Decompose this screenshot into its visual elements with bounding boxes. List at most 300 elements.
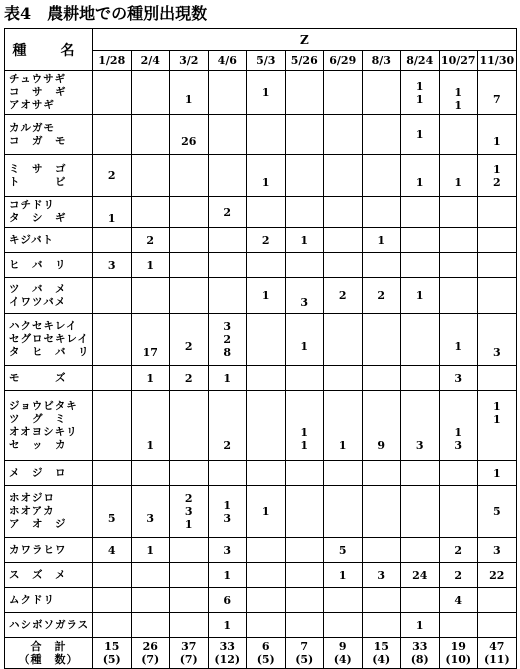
count-cell — [285, 278, 324, 314]
count-cell — [93, 71, 132, 115]
count-value: 1 — [146, 438, 155, 452]
count-value — [440, 413, 478, 426]
date-header: 3/2 — [170, 51, 209, 71]
total-count: 37 — [181, 640, 197, 653]
count-value — [170, 122, 208, 135]
count-cell — [478, 538, 517, 563]
table-row — [5, 366, 517, 391]
count-cell — [401, 155, 440, 197]
total-cell — [362, 638, 401, 669]
species-column-header: 種 名 — [5, 29, 93, 71]
count-cell — [131, 115, 170, 155]
count-cell — [247, 563, 286, 588]
total-count: 15 — [104, 640, 120, 653]
count-cell — [170, 71, 209, 115]
count-cell — [247, 115, 286, 155]
count-value: 2 — [377, 289, 386, 302]
count-value: 3 — [454, 438, 463, 452]
count-value — [363, 400, 401, 413]
count-cell — [478, 563, 517, 588]
count-cell — [170, 253, 209, 278]
count-value: 1 — [454, 339, 463, 353]
count-value: 1 — [492, 399, 501, 413]
count-value: 1 — [338, 568, 347, 582]
count-cell — [131, 253, 170, 278]
count-value: 1 — [107, 212, 116, 225]
count-cell — [362, 155, 401, 197]
count-cell — [439, 613, 478, 638]
total-species-count: (4) — [333, 653, 352, 666]
count-cell — [324, 461, 363, 486]
count-value — [440, 400, 478, 413]
species-names — [5, 228, 93, 253]
count-value — [93, 199, 131, 212]
species-name: ス ズ メ — [9, 568, 67, 581]
count-cell — [401, 391, 440, 461]
total-count: 15 — [373, 640, 389, 653]
total-species-count: (5) — [295, 653, 314, 666]
count-cell — [401, 538, 440, 563]
count-cell — [439, 314, 478, 366]
species-name: カルガモ — [9, 121, 55, 134]
count-value: 1 — [261, 86, 270, 99]
count-cell — [93, 253, 132, 278]
count-cell — [170, 228, 209, 253]
count-cell — [170, 391, 209, 461]
count-cell — [401, 461, 440, 486]
count-value — [401, 400, 439, 413]
count-value: 1 — [261, 505, 270, 518]
table-row — [5, 391, 517, 461]
count-cell — [285, 366, 324, 391]
total-cell — [170, 638, 209, 669]
count-cell — [93, 461, 132, 486]
count-value: 24 — [412, 568, 428, 582]
count-cell — [93, 538, 132, 563]
count-cell — [208, 461, 247, 486]
count-value: 1 — [454, 425, 463, 439]
count-cell — [362, 391, 401, 461]
count-cell — [439, 486, 478, 538]
total-species-count: (7) — [141, 653, 160, 666]
count-cell — [362, 588, 401, 613]
count-cell — [170, 155, 209, 197]
species-name: コチドリ — [9, 199, 55, 211]
count-cell — [362, 486, 401, 538]
count-value: 1 — [492, 466, 501, 480]
species-name: タ シ ギ — [9, 212, 67, 224]
count-cell — [439, 197, 478, 228]
count-cell — [401, 486, 440, 538]
date-header: 5/3 — [247, 51, 286, 71]
count-value — [363, 413, 401, 426]
count-cell — [478, 613, 517, 638]
count-cell — [247, 613, 286, 638]
count-cell — [93, 115, 132, 155]
count-value: 1 — [415, 618, 424, 632]
count-cell — [208, 115, 247, 155]
total-species-count: (5) — [102, 653, 121, 666]
count-cell — [131, 613, 170, 638]
count-cell — [208, 228, 247, 253]
total-species-count: (8) — [410, 653, 429, 666]
count-cell — [401, 588, 440, 613]
count-cell — [439, 538, 478, 563]
count-cell — [478, 588, 517, 613]
count-value — [401, 163, 439, 176]
count-cell — [478, 278, 517, 314]
species-name: ア オ ジ — [9, 518, 67, 530]
count-cell — [362, 71, 401, 115]
date-header: 11/30 — [478, 51, 517, 71]
table-row — [5, 486, 517, 538]
count-value: 2 — [338, 289, 347, 302]
total-species-count: (10) — [445, 653, 472, 666]
species-names — [5, 253, 93, 278]
count-cell — [478, 253, 517, 278]
count-cell — [247, 461, 286, 486]
count-cell — [401, 366, 440, 391]
count-cell — [324, 71, 363, 115]
count-value — [286, 413, 324, 426]
count-value: 1 — [223, 568, 232, 582]
total-species-count: (4) — [372, 653, 391, 666]
count-cell — [170, 197, 209, 228]
count-value: 1 — [415, 128, 424, 141]
table-row — [5, 538, 517, 563]
count-value: 1 — [223, 498, 232, 512]
count-value: 2 — [184, 492, 193, 505]
count-value: 2 — [223, 205, 232, 219]
species-name: ホオアカ — [9, 505, 55, 517]
count-value — [324, 426, 362, 439]
count-cell — [478, 115, 517, 155]
date-header: 5/26 — [285, 51, 324, 71]
count-cell — [208, 538, 247, 563]
count-cell — [439, 253, 478, 278]
count-cell — [362, 461, 401, 486]
total-cell — [131, 638, 170, 669]
count-cell — [324, 115, 363, 155]
count-value: 1 — [415, 79, 424, 93]
species-names — [5, 115, 93, 155]
species-names — [5, 538, 93, 563]
count-value — [324, 400, 362, 413]
count-cell — [285, 588, 324, 613]
count-value — [401, 426, 439, 439]
count-cell — [170, 613, 209, 638]
count-cell — [439, 588, 478, 613]
total-count: 33 — [219, 640, 235, 653]
count-value — [286, 327, 324, 340]
count-value: 1 — [300, 233, 309, 247]
species-name: モ ズ — [9, 371, 67, 384]
count-cell — [285, 613, 324, 638]
count-cell — [285, 391, 324, 461]
date-header: 8/24 — [401, 51, 440, 71]
total-species-count: (12) — [214, 653, 241, 666]
count-cell — [401, 613, 440, 638]
count-value: 5 — [492, 505, 501, 518]
total-cell — [247, 638, 286, 669]
count-value: 3 — [184, 505, 193, 518]
count-cell — [285, 253, 324, 278]
count-cell — [401, 228, 440, 253]
count-value: 2 — [223, 333, 232, 346]
species-count-table — [4, 28, 517, 669]
count-cell — [93, 314, 132, 366]
count-cell — [324, 228, 363, 253]
count-value — [170, 80, 208, 93]
species-name: チュウサギ — [9, 73, 67, 85]
count-cell — [478, 71, 517, 115]
species-name: イワツバメ — [9, 295, 67, 308]
count-value: 26 — [181, 134, 197, 148]
count-value: 1 — [492, 412, 501, 426]
total-cell — [208, 638, 247, 669]
total-cell — [324, 638, 363, 669]
count-cell — [362, 538, 401, 563]
count-cell — [170, 538, 209, 563]
count-value: 2 — [454, 543, 463, 557]
table-row — [5, 115, 517, 155]
species-name: ツ グ ミ — [9, 412, 67, 425]
species-name: メ ジ ロ — [9, 466, 67, 479]
species-name: セグロセキレイ — [9, 333, 89, 345]
count-cell — [478, 155, 517, 197]
total-label-line: （種 数） — [18, 653, 79, 666]
count-value: 1 — [300, 438, 309, 452]
count-value: 3 — [223, 543, 232, 557]
count-value — [440, 327, 478, 340]
species-name: ト ビ — [9, 175, 67, 188]
species-names — [5, 588, 93, 613]
count-cell — [247, 314, 286, 366]
count-value — [93, 499, 131, 512]
count-value — [132, 333, 170, 346]
count-cell — [93, 613, 132, 638]
count-cell — [362, 228, 401, 253]
count-cell — [285, 197, 324, 228]
count-cell — [324, 486, 363, 538]
count-cell — [401, 71, 440, 115]
count-value — [132, 413, 170, 426]
total-label-line: 合 計 — [30, 640, 67, 653]
count-cell — [362, 366, 401, 391]
species-names — [5, 613, 93, 638]
count-cell — [478, 461, 517, 486]
total-count: 19 — [450, 640, 466, 653]
count-cell — [131, 486, 170, 538]
count-value: 4 — [107, 543, 116, 557]
date-header: 1/28 — [93, 51, 132, 71]
total-count: 7 — [300, 640, 309, 653]
count-cell — [324, 391, 363, 461]
count-cell — [401, 278, 440, 314]
species-names — [5, 71, 93, 115]
count-cell — [170, 486, 209, 538]
count-cell — [362, 278, 401, 314]
count-value: 1 — [492, 162, 501, 176]
count-cell — [324, 613, 363, 638]
count-cell — [93, 278, 132, 314]
count-value: 3 — [223, 320, 232, 333]
count-value: 17 — [142, 346, 158, 359]
species-names — [5, 366, 93, 391]
count-cell — [131, 461, 170, 486]
count-value — [478, 426, 516, 439]
total-cell — [439, 638, 478, 669]
count-cell — [362, 115, 401, 155]
total-cell — [285, 638, 324, 669]
count-value — [170, 327, 208, 340]
count-cell — [170, 366, 209, 391]
count-value: 3 — [454, 371, 463, 385]
total-cell — [478, 638, 517, 669]
count-value — [247, 163, 285, 176]
count-cell — [131, 588, 170, 613]
count-cell — [285, 486, 324, 538]
count-value — [132, 426, 170, 439]
count-value: 9 — [377, 438, 386, 452]
count-cell — [208, 613, 247, 638]
count-cell — [247, 253, 286, 278]
count-value: 3 — [300, 295, 309, 309]
count-cell — [93, 391, 132, 461]
count-cell — [208, 278, 247, 314]
table-row — [5, 155, 517, 197]
species-name: ホオジロ — [9, 492, 55, 504]
count-value: 8 — [223, 346, 232, 359]
count-cell — [170, 563, 209, 588]
count-cell — [324, 253, 363, 278]
count-value: 3 — [415, 438, 424, 452]
species-name: ジョウビタキ — [9, 399, 78, 412]
count-cell — [439, 563, 478, 588]
count-cell — [285, 71, 324, 115]
table-row — [5, 197, 517, 228]
table-row — [5, 71, 517, 115]
count-value: 22 — [489, 568, 505, 582]
count-cell — [208, 563, 247, 588]
count-cell — [131, 314, 170, 366]
count-value: 1 — [492, 134, 501, 148]
count-value: 1 — [146, 543, 155, 557]
count-value: 3 — [377, 568, 386, 582]
count-cell — [324, 588, 363, 613]
count-value — [132, 400, 170, 413]
count-cell — [131, 366, 170, 391]
species-name: オオヨシキリ — [9, 425, 78, 438]
count-value: 4 — [454, 593, 463, 607]
count-cell — [208, 253, 247, 278]
table-row — [5, 253, 517, 278]
table-row — [5, 563, 517, 588]
count-value: 1 — [146, 258, 155, 272]
count-cell — [247, 228, 286, 253]
count-value: 2 — [184, 371, 193, 385]
species-names — [5, 391, 93, 461]
total-cell — [93, 638, 132, 669]
count-value — [478, 439, 516, 452]
count-value: 1 — [184, 518, 193, 531]
count-cell — [324, 278, 363, 314]
species-name: コ ガ モ — [9, 134, 67, 147]
date-header: 8/3 — [362, 51, 401, 71]
count-cell — [93, 366, 132, 391]
count-cell — [401, 197, 440, 228]
count-cell — [247, 197, 286, 228]
count-value — [286, 283, 324, 296]
count-cell — [324, 563, 363, 588]
total-count: 33 — [412, 640, 428, 653]
count-value: 1 — [454, 99, 463, 112]
count-cell — [208, 391, 247, 461]
count-value: 1 — [415, 92, 424, 106]
count-cell — [362, 314, 401, 366]
species-name: ハクセキレイ — [9, 320, 78, 332]
count-value: 2 — [492, 175, 501, 189]
total-count: 6 — [261, 640, 270, 653]
count-cell — [439, 366, 478, 391]
species-name: ツ バ メ — [9, 282, 67, 295]
total-count: 47 — [489, 640, 505, 653]
count-value: 2 — [261, 233, 270, 247]
count-cell — [170, 115, 209, 155]
count-value: 1 — [415, 289, 424, 302]
count-value: 2 — [454, 568, 463, 582]
count-cell — [401, 563, 440, 588]
count-cell — [247, 278, 286, 314]
site-header: Z — [93, 29, 517, 51]
species-name: タ ヒ バ リ — [9, 346, 90, 358]
count-value — [209, 413, 247, 426]
count-cell — [362, 613, 401, 638]
count-cell — [478, 197, 517, 228]
count-cell — [93, 228, 132, 253]
count-cell — [362, 563, 401, 588]
count-cell — [401, 115, 440, 155]
count-cell — [439, 461, 478, 486]
count-value: 1 — [454, 175, 463, 189]
count-cell — [247, 391, 286, 461]
count-cell — [170, 278, 209, 314]
count-value: 3 — [146, 511, 155, 525]
count-cell — [401, 253, 440, 278]
count-cell — [208, 197, 247, 228]
total-row — [5, 638, 517, 669]
species-names — [5, 461, 93, 486]
count-value: 2 — [146, 233, 155, 247]
count-cell — [478, 366, 517, 391]
species-names — [5, 197, 93, 228]
count-value: 2 — [184, 339, 193, 353]
total-species-count: (11) — [483, 653, 510, 666]
count-cell — [93, 563, 132, 588]
count-cell — [247, 71, 286, 115]
count-value: 6 — [223, 593, 232, 607]
count-cell — [285, 314, 324, 366]
count-cell — [439, 115, 478, 155]
count-value: 1 — [261, 175, 270, 189]
count-cell — [208, 314, 247, 366]
count-cell — [208, 71, 247, 115]
total-cell — [401, 638, 440, 669]
total-species-count: (7) — [179, 653, 198, 666]
count-cell — [93, 155, 132, 197]
count-value: 7 — [492, 92, 501, 106]
count-cell — [324, 314, 363, 366]
